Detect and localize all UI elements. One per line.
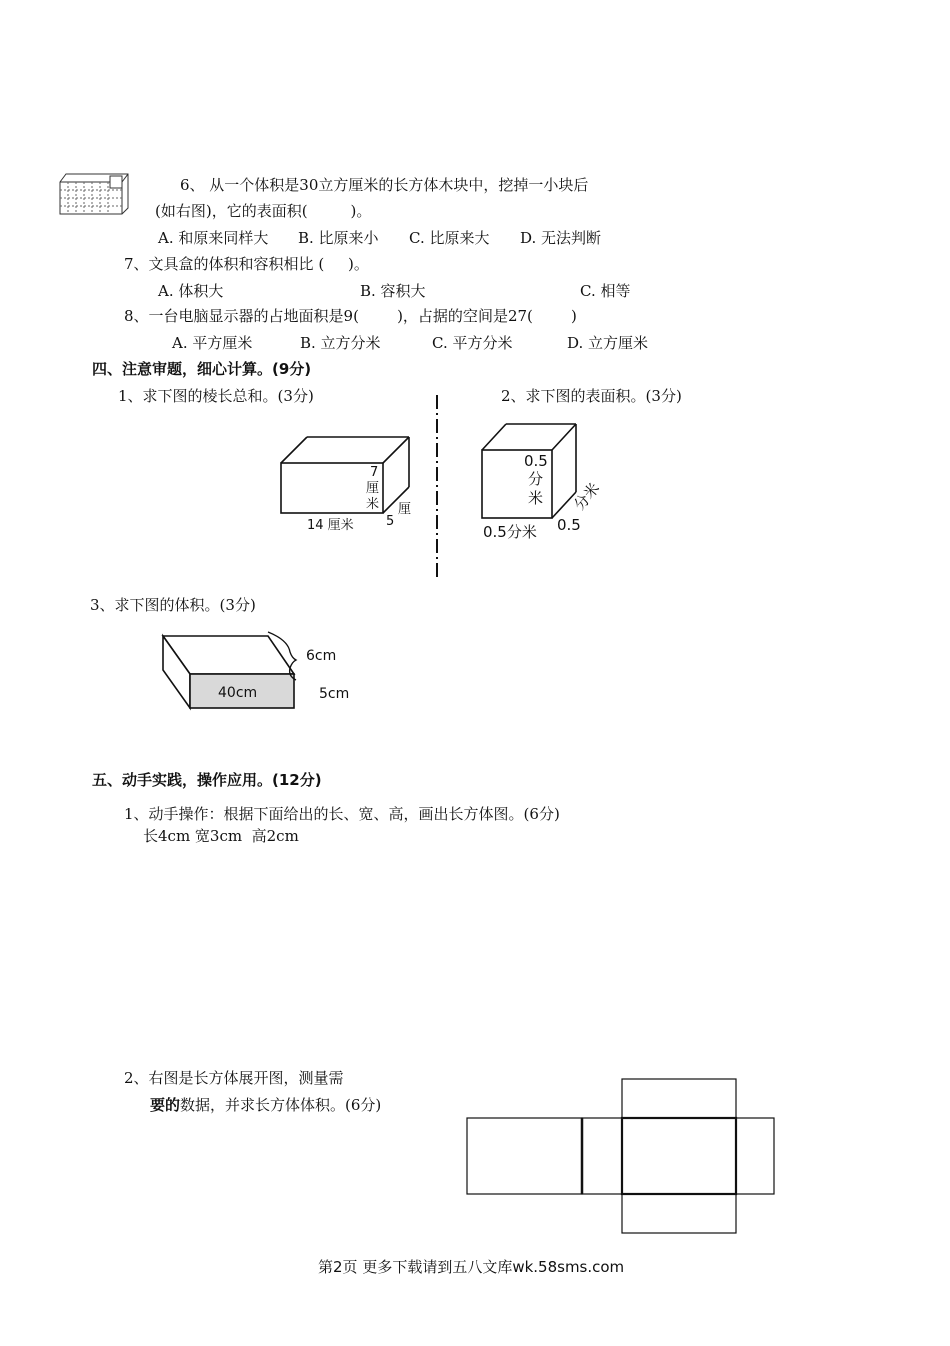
- q6-option-d: D. 无法判断: [520, 229, 602, 247]
- q7-text: 7、文具盒的体积和容积相比 ( )。: [124, 255, 369, 273]
- fig3-width: 5cm: [319, 686, 350, 702]
- footer: [318, 1260, 624, 1275]
- q7-option-a: A. 体积大: [158, 282, 224, 300]
- q6-option-b: B. 比原来小: [298, 229, 379, 247]
- fig1-height-unit1: 厘: [366, 481, 380, 496]
- footer-text: 更多下载请到五八文库wk.58sms.com: [357, 1258, 625, 1276]
- fig2-depth-value: 0.5: [557, 516, 581, 534]
- q6-line2: (如右图)，它的表面积( )。: [155, 202, 372, 220]
- section5-q1-dims: 长4cm 宽3cm 高2cm: [143, 827, 299, 845]
- section5-q2-bold: 要的: [150, 1096, 181, 1114]
- fig1-height-unit2: 米: [366, 497, 380, 512]
- q8-text: 8、一台电脑显示器的占地面积是9( )，占据的空间是27( ): [124, 307, 577, 325]
- q6-line1: 6、 从一个体积是30立方厘米的长方体木块中，挖掉一小块后: [180, 176, 589, 194]
- footer-page: 第2页: [318, 1258, 358, 1276]
- q8-option-d: D. 立方厘米: [567, 334, 649, 352]
- q8-option-a: A. 平方厘米: [172, 334, 253, 352]
- section5-q2-line1: 2、右图是长方体展开图，测量需: [124, 1069, 344, 1087]
- fig1-length: 14 厘米: [307, 518, 354, 533]
- fig3-height: 6cm: [306, 648, 337, 664]
- fig2-unit1: 分: [528, 470, 544, 488]
- q6-option-a: A. 和原来同样大: [158, 229, 269, 247]
- fig1-height: 7: [370, 465, 379, 480]
- fig2-bottom: 0.5分米: [483, 523, 537, 541]
- section5-title: 五、动手实践，操作应用。(12分): [92, 771, 322, 789]
- fig1-width: 5: [386, 514, 395, 529]
- section5-q2-rest: 数据，并求长方体体积。(6分): [180, 1096, 382, 1114]
- section4-q1: 1、求下图的棱长总和。(3分): [118, 387, 314, 405]
- q8-option-c: C. 平方分米: [432, 334, 513, 352]
- fig2-depth-unit: 分米: [570, 479, 604, 514]
- q8-option-b: B. 立方分米: [300, 334, 381, 352]
- fig1-width-unit: 厘: [398, 502, 412, 517]
- q6-option-c: C. 比原来大: [409, 229, 490, 247]
- q7-option-c: C. 相等: [580, 282, 631, 300]
- section4-q2: 2、求下图的表面积。(3分): [501, 387, 682, 405]
- fig2-edge-value: 0.5: [524, 452, 548, 470]
- q7-option-b: B. 容积大: [360, 282, 426, 300]
- fig3-length: 40cm: [218, 685, 258, 701]
- section5-q1: 1、动手操作：根据下面给出的长、宽、高，画出长方体图。(6分): [124, 805, 560, 823]
- section4-title: 四、注意审题，细心计算。(9分): [92, 360, 312, 378]
- fig2-unit2: 米: [528, 489, 544, 507]
- section4-q3: 3、求下图的体积。(3分): [90, 596, 256, 614]
